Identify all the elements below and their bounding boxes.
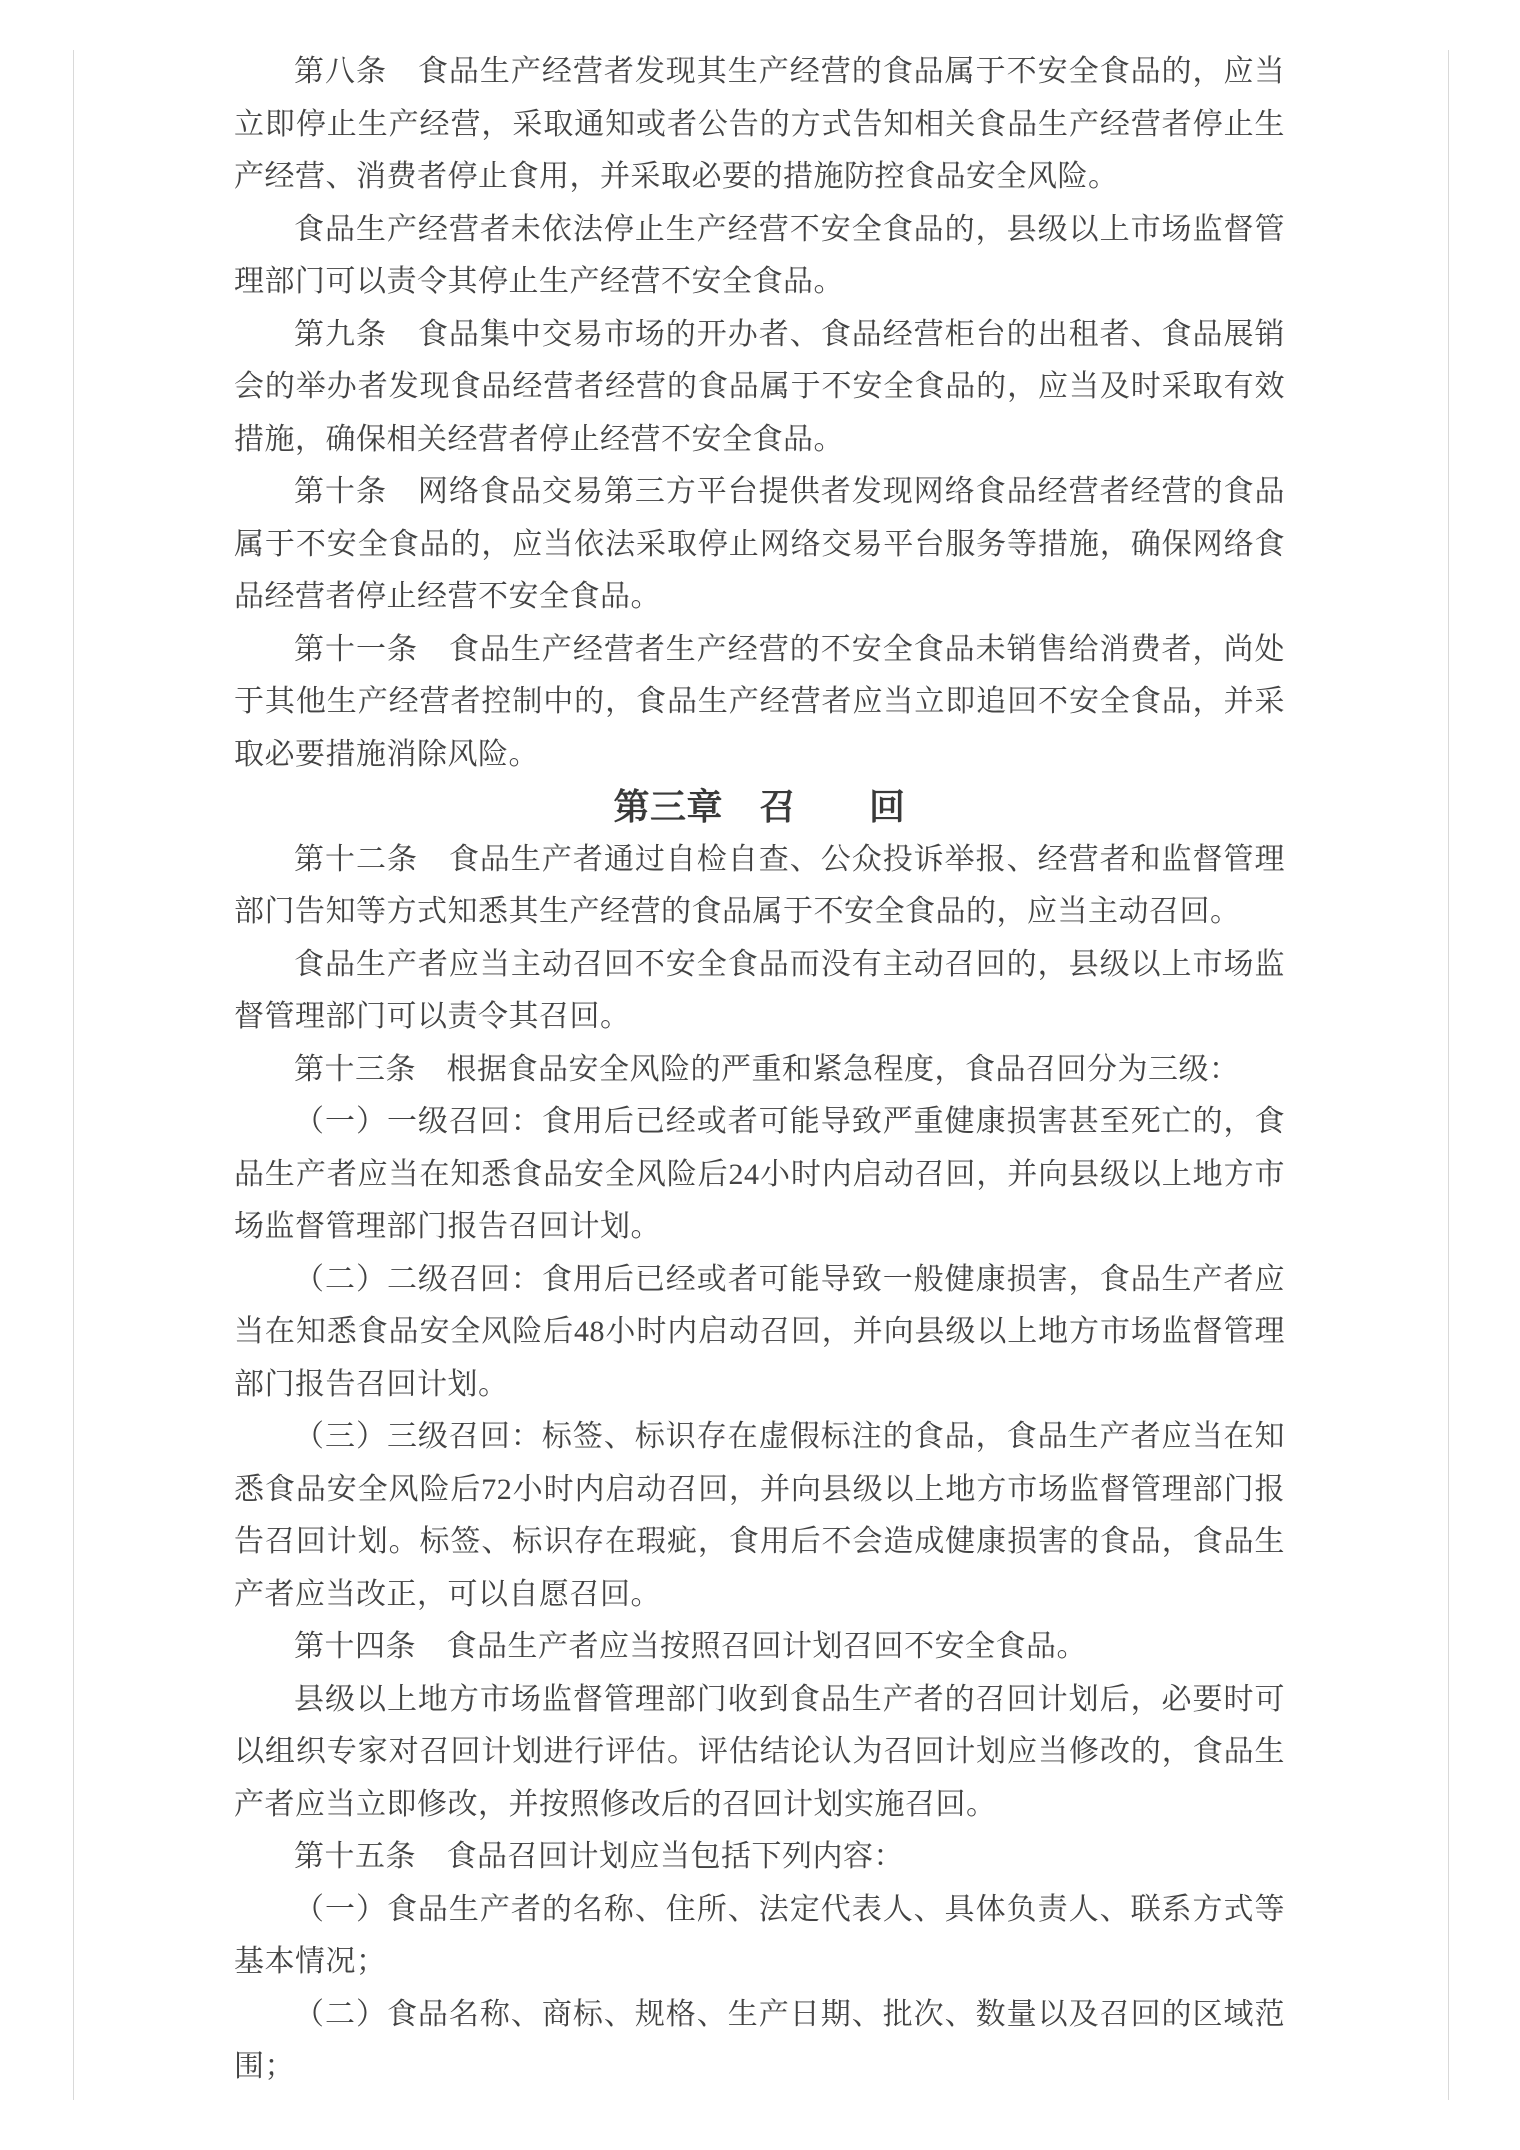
paragraph: 县级以上地方市场监督管理部门收到食品生产者的召回计划后，必要时可以组织专家对召回计划进行评估。评估结论认为召回计划应当修改的，食品生产者应当立即修改，并按照修改后的召回计划实施召回。 <box>234 1682 1285 1821</box>
paragraph: （一）一级召回：食用后已经或者可能导致严重健康损害甚至死亡的，食品生产者应当在知悉食品安全风险后24小时内启动召回，并向县级以上地方市场监督管理部门报告召回计划。 <box>234 1105 1285 1243</box>
paragraph: （三）三级召回：标签、标识存在虚假标注的食品，食品生产者应当在知悉食品安全风险后72小时内启动召回，并向县级以上地方市场监督管理部门报告召回计划。标签、标识存在瑕疵，食用后不会造成健康损害的食品，食品生产者应当改正，可以自愿召回。 <box>234 1420 1285 1611</box>
paragraph: 第八条 食品生产经营者发现其生产经营的食品属于不安全食品的，应当立即停止生产经营，采取通知或者公告的方式告知相关食品生产经营者停止生产经营、消费者停止食用，并采取必要的措施防控食品安全风险。 <box>234 55 1285 193</box>
page-right-border <box>1448 50 1449 2100</box>
paragraph: （一）食品生产者的名称、住所、法定代表人、具体负责人、联系方式等基本情况； <box>234 1892 1285 1978</box>
paragraph: 第九条 食品集中交易市场的开办者、食品经营柜台的出租者、食品展销会的举办者发现食品经营者经营的食品属于不安全食品的，应当及时采取有效措施，确保相关经营者停止经营不安全食品。 <box>234 317 1285 456</box>
paragraph: 第十三条 根据食品安全风险的严重和紧急程度，食品召回分为三级： <box>294 1052 1240 1086</box>
paragraph: （二）二级召回：食用后已经或者可能导致一般健康损害，食品生产者应当在知悉食品安全风险后48小时内启动召回，并向县级以上地方市场监督管理部门报告召回计划。 <box>234 1262 1285 1401</box>
paragraph: 第十四条 食品生产者应当按照召回计划召回不安全食品。 <box>294 1630 1087 1663</box>
paragraph: 第十五条 食品召回计划应当包括下列内容： <box>294 1840 904 1873</box>
paragraph: 第十条 网络食品交易第三方平台提供者发现网络食品经营者经营的食品属于不安全食品的，应当依法采取停止网络交易平台服务等措施，确保网络食品经营者停止经营不安全食品。 <box>234 475 1285 613</box>
page-left-border <box>73 50 74 2100</box>
paragraph: 食品生产经营者未依法停止生产经营不安全食品的，县级以上市场监督管理部门可以责令其停止生产经营不安全食品。 <box>234 212 1285 298</box>
document-content <box>234 46 1285 2094</box>
paragraph: 第十二条 食品生产者通过自检自查、公众投诉举报、经营者和监督管理部门告知等方式知悉其生产经营的食品属于不安全食品的，应当主动召回。 <box>234 842 1285 928</box>
chapter-heading: 第三章 召 回 <box>613 786 906 827</box>
paragraph: （二）食品名称、商标、规格、生产日期、批次、数量以及召回的区域范围； <box>234 1997 1285 2083</box>
paragraph: 食品生产者应当主动召回不安全食品而没有主动召回的，县级以上市场监督管理部门可以责令其召回。 <box>234 947 1285 1033</box>
paragraph: 第十一条 食品生产经营者生产经营的不安全食品未销售给消费者，尚处于其他生产经营者控制中的，食品生产经营者应当立即追回不安全食品，并采取必要措施消除风险。 <box>234 632 1285 771</box>
